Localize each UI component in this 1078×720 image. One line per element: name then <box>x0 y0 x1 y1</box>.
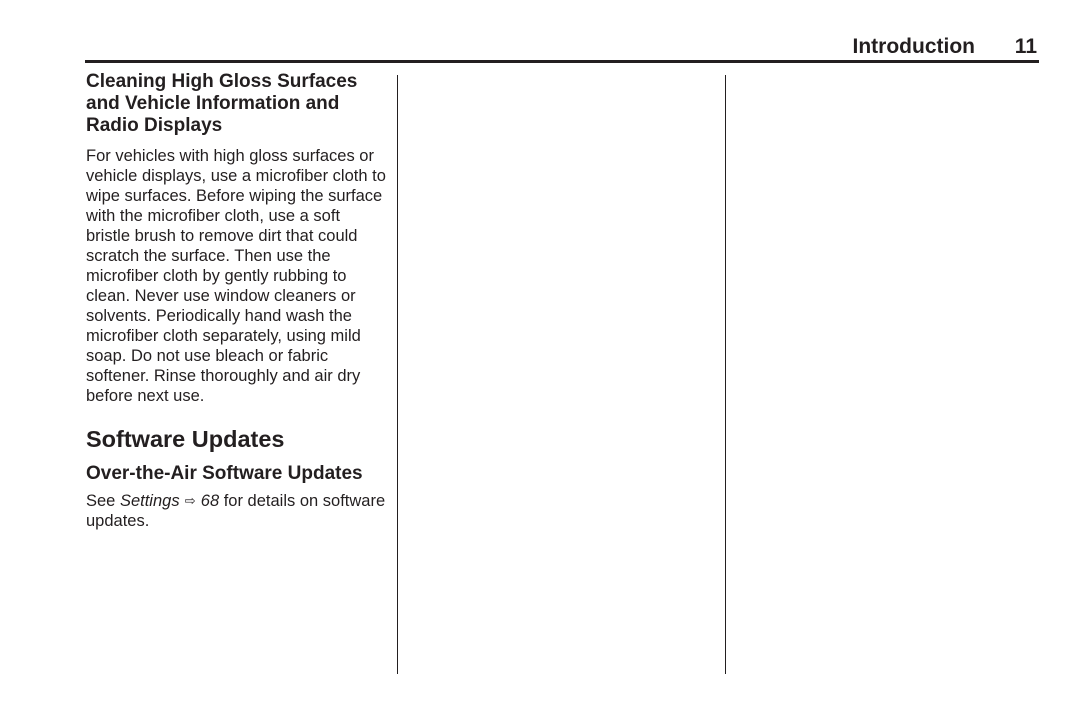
header-page-number: 11 <box>1014 35 1037 58</box>
column-divider-2 <box>725 75 726 674</box>
software-updates-heading: Software Updates <box>86 426 285 452</box>
ota-body <box>86 491 386 531</box>
cleaning-body: For vehicles with high gloss surfaces or vehicle displays, use a microfiber cloth to wipe surfaces. Before wiping the surface with the microfiber cloth, use a soft bristle brush to remove dirt that could scratch the surface. Then use the microfiber cloth by gently rubbing to clean. Never use window cleaners or solvents. Periodically hand wash the microfiber cloth separately, using mild soap. Do not use bleach or fabric softener. Rinse thoroughly and air dry before next use. <box>86 147 386 405</box>
page-reference-arrow-icon: ⇨ <box>184 493 196 508</box>
ota-body-prefix: See <box>86 492 120 510</box>
ota-body-suffix: for details on software updates. <box>86 492 386 530</box>
settings-page-ref[interactable]: 68 <box>200 492 220 510</box>
left-column <box>86 71 386 531</box>
page-header <box>85 34 1039 60</box>
cleaning-heading: Cleaning High Gloss Surfaces and Vehicle Information and Radio Displays <box>86 71 358 136</box>
header-rule <box>85 60 1039 63</box>
ota-heading: Over-the-Air Software Updates <box>86 463 363 484</box>
settings-link[interactable]: Settings <box>119 492 180 510</box>
header-section-title: Introduction <box>852 35 975 58</box>
column-divider-1 <box>397 75 398 674</box>
